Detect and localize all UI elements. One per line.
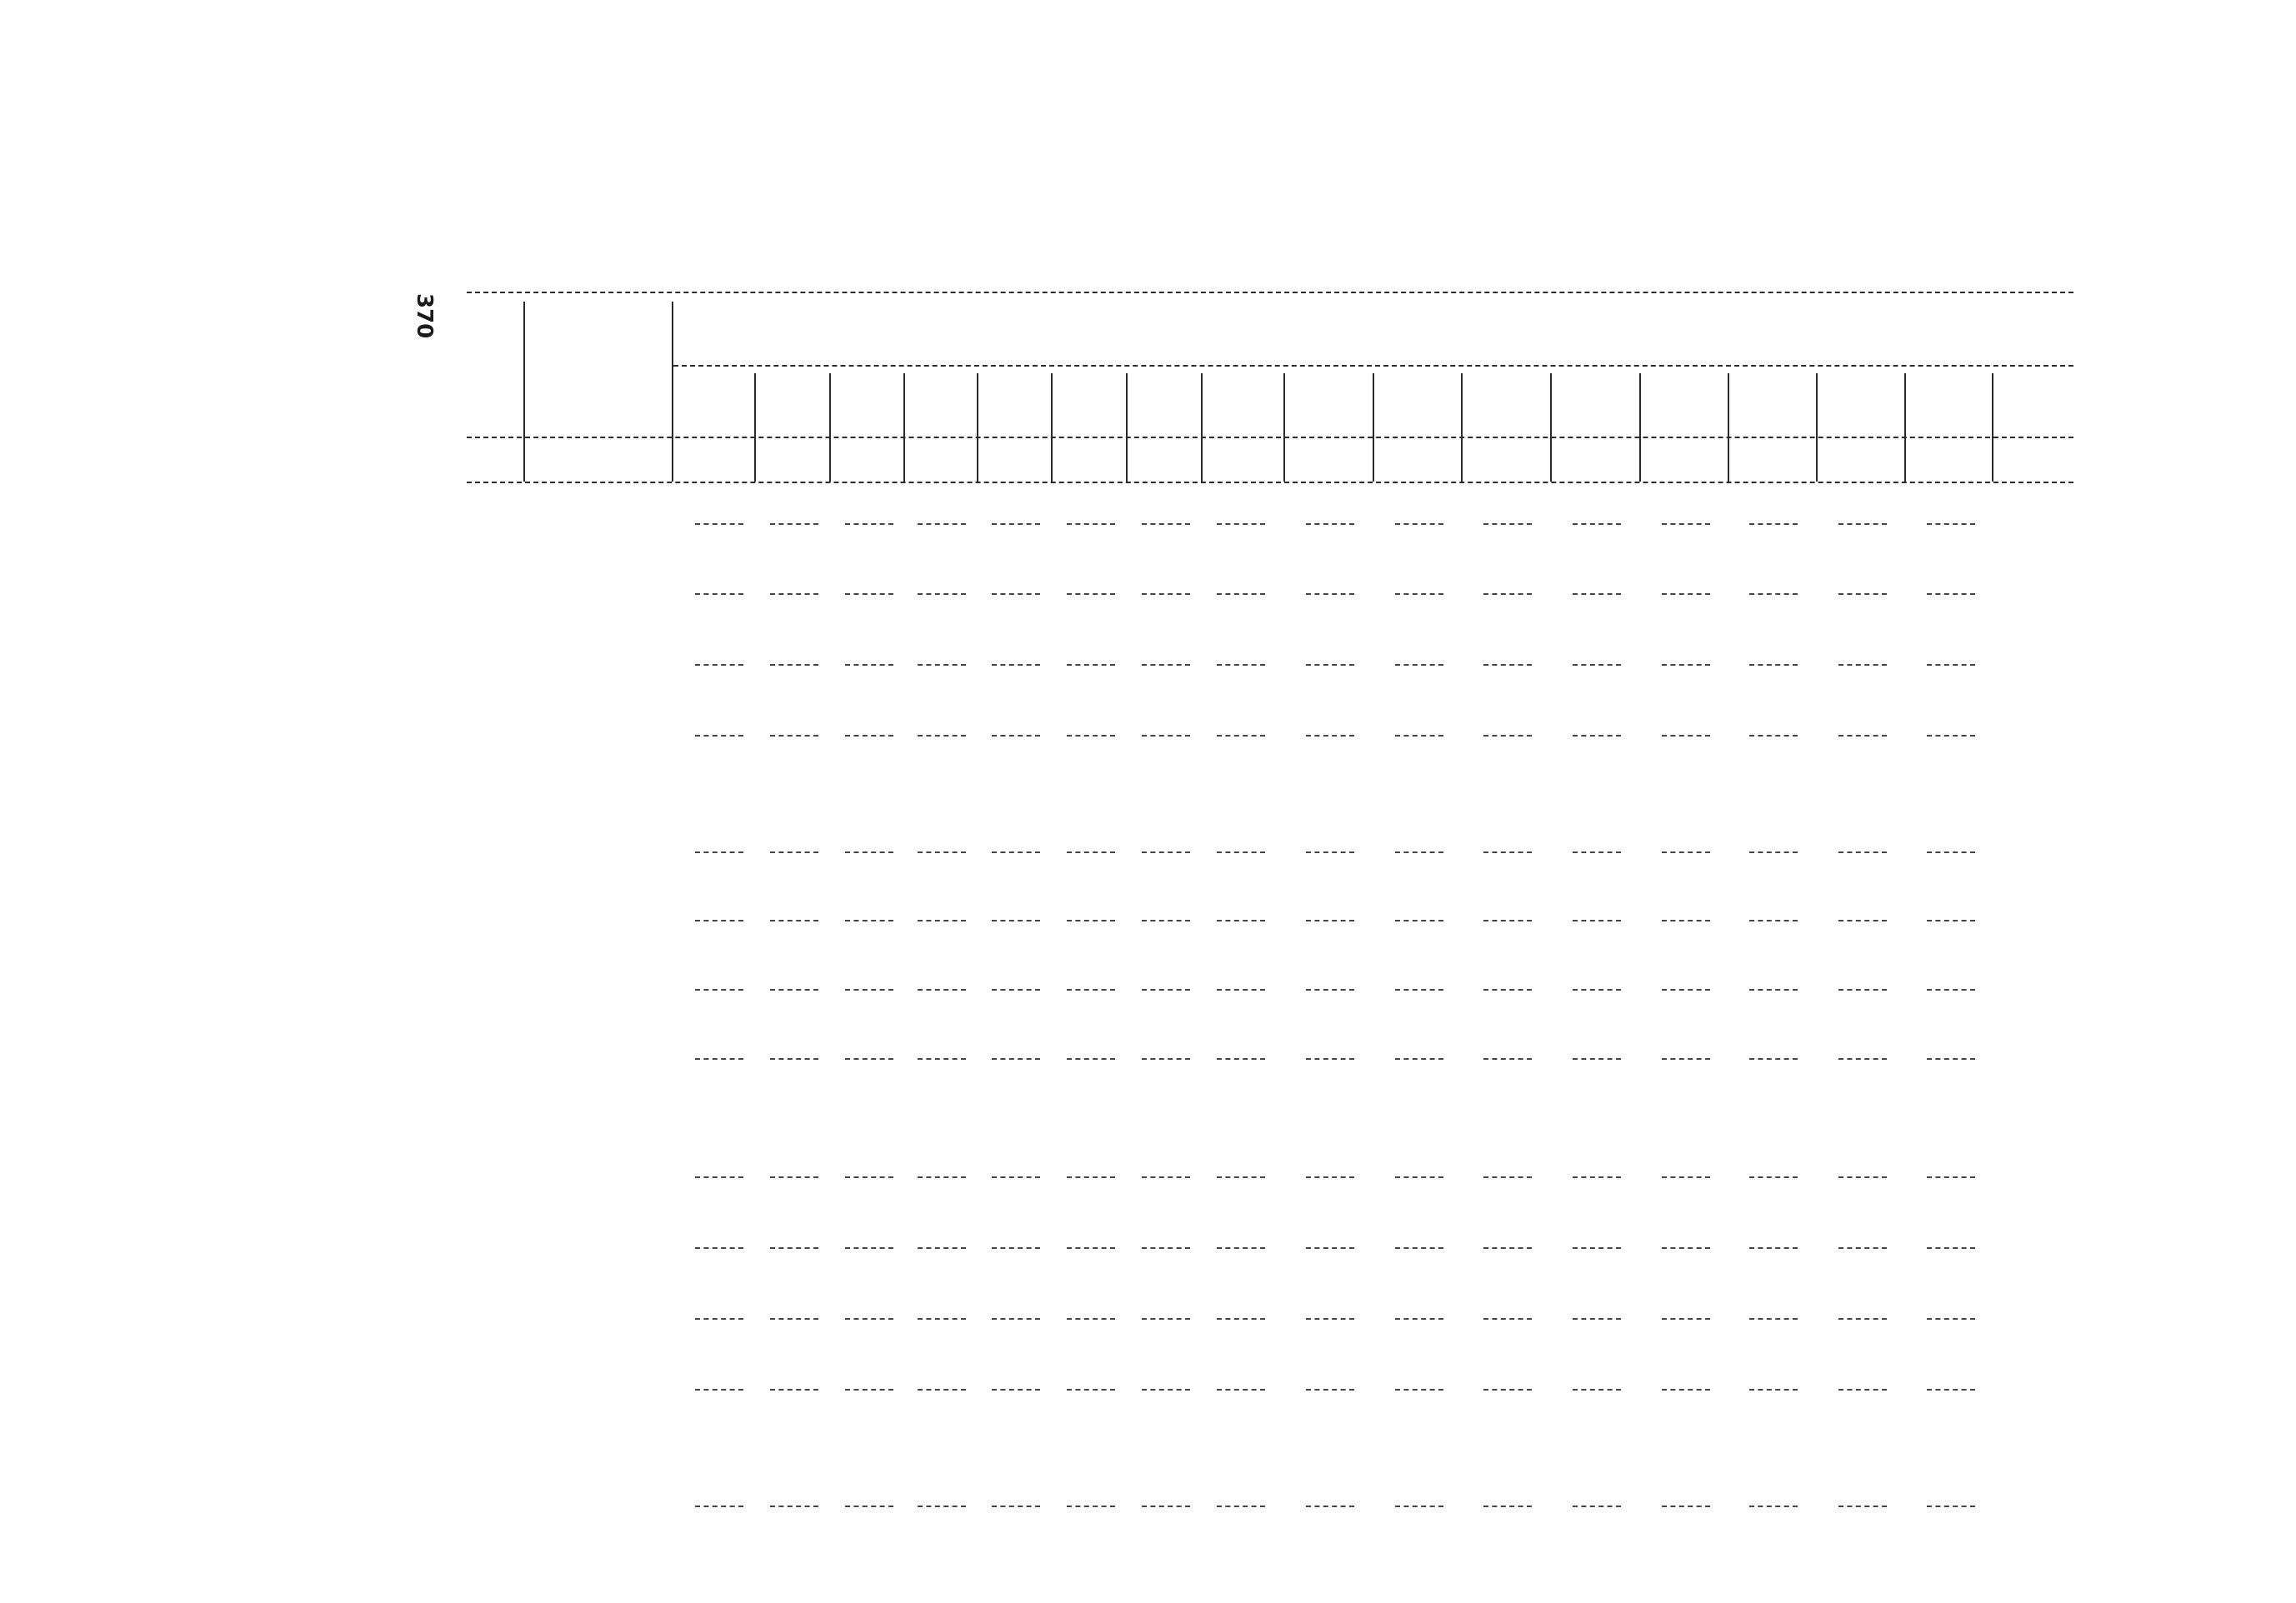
fraction-bar [695,1176,743,1178]
fraction-bar [1067,1058,1115,1060]
fraction-bar [992,1247,1040,1249]
fraction-bar [992,1506,1040,1507]
fraction-bar [992,1176,1040,1178]
fraction-bar [770,851,818,853]
fraction-bar [1749,523,1798,525]
fraction-bar [1838,1506,1887,1507]
fraction-bar [1838,593,1887,595]
fraction-bar [1749,593,1798,595]
fraction-bar [918,735,966,737]
fraction-bar [1662,1247,1710,1249]
fraction-bar [1838,735,1887,737]
fraction-bar [1838,664,1887,666]
fraction-bar [1067,851,1115,853]
column-separator [1126,373,1128,482]
fraction-bar [1395,1247,1443,1249]
fraction-bar [1067,523,1115,525]
column-separator [1992,373,1993,482]
fraction-bar [1067,989,1115,991]
fraction-bar [1306,920,1354,921]
fraction-bar [1749,851,1798,853]
fraction-bar [845,1247,893,1249]
fraction-bar [695,989,743,991]
fraction-bar [1749,735,1798,737]
fraction-bar [1838,1318,1887,1320]
fraction-bar [695,523,743,525]
fraction-bar [918,1389,966,1391]
fraction-bar [770,989,818,991]
fraction-bar [1573,735,1621,737]
column-separator [754,373,756,482]
fraction-bar [695,735,743,737]
fraction-bar [1483,920,1532,921]
fraction-bar [1927,851,1975,853]
fraction-bar [1395,1176,1443,1178]
header-group-rule [673,365,2073,367]
column-separator [1639,373,1641,482]
fraction-bar [918,989,966,991]
fraction-bar [845,1176,893,1178]
fraction-bar [1067,735,1115,737]
fraction-bar [845,735,893,737]
fraction-bar [918,1318,966,1320]
fraction-bar [1067,1506,1115,1507]
fraction-bar [1838,920,1887,921]
fraction-bar [845,664,893,666]
fraction-bar [770,1506,818,1507]
fraction-bar [1483,1318,1532,1320]
fraction-bar [992,664,1040,666]
fraction-bar [1483,1247,1532,1249]
column-separator [977,373,978,482]
fraction-bar [1306,1058,1354,1060]
header-bottom-rule [467,482,2073,483]
fraction-bar [1927,593,1975,595]
fraction-bar [1483,1506,1532,1507]
fraction-bar [1662,1506,1710,1507]
fraction-bar [1142,851,1190,853]
fraction-bar [1573,851,1621,853]
fraction-bar [1142,1506,1190,1507]
column-separator [523,302,525,482]
column-separator [829,373,831,482]
fraction-bar [992,735,1040,737]
fraction-bar [1573,1506,1621,1507]
fraction-bar [1142,1176,1190,1178]
fraction-bar [1217,1176,1265,1178]
column-separator [1283,373,1285,482]
fraction-bar [845,1058,893,1060]
fraction-bar [992,1058,1040,1060]
fraction-bar [1483,989,1532,991]
fraction-bar [992,593,1040,595]
fraction-bar [770,1058,818,1060]
fraction-bar [1838,989,1887,991]
fraction-bar [1573,523,1621,525]
fraction-bar [1483,1176,1532,1178]
fraction-bar [1838,851,1887,853]
fraction-bar [1217,664,1265,666]
fraction-bar [845,851,893,853]
column-separator [1816,373,1818,482]
fraction-bar [1662,851,1710,853]
fraction-bar [1142,1058,1190,1060]
fraction-bar [1927,1318,1975,1320]
fraction-bar [1395,920,1443,921]
column-separator [1904,373,1906,482]
fraction-bar [1306,1506,1354,1507]
fraction-bar [1573,989,1621,991]
fraction-bar [1306,851,1354,853]
column-separator [1201,373,1203,482]
table-top-rule [467,292,2073,293]
fraction-bar [1306,1247,1354,1249]
fraction-bar [1306,1176,1354,1178]
fraction-bar [1927,1506,1975,1507]
fraction-bar [1927,523,1975,525]
fraction-bar [770,920,818,921]
fraction-bar [695,851,743,853]
column-separator [1728,373,1729,482]
column-separator [1051,373,1053,482]
fraction-bar [695,664,743,666]
fraction-bar [1142,593,1190,595]
fraction-bar [992,920,1040,921]
column-separator [672,302,673,482]
fraction-bar [1838,523,1887,525]
fraction-bar [1573,664,1621,666]
fraction-bar [1306,1318,1354,1320]
fraction-bar [1395,1389,1443,1391]
fraction-bar [1142,735,1190,737]
fraction-bar [1142,989,1190,991]
fraction-bar [695,1247,743,1249]
header-index-rule [467,437,2073,438]
fraction-bar [1662,989,1710,991]
fraction-bar [992,1389,1040,1391]
fraction-bar [918,1176,966,1178]
fraction-bar [918,1058,966,1060]
fraction-bar [1217,593,1265,595]
fraction-bar [770,1389,818,1391]
fraction-bar [918,920,966,921]
fraction-bar [845,1506,893,1507]
fraction-bar [1927,664,1975,666]
fraction-bar [1749,664,1798,666]
fraction-bar [1927,989,1975,991]
fraction-bar [1749,1389,1798,1391]
fraction-bar [1927,1176,1975,1178]
fraction-bar [1067,920,1115,921]
column-separator [1373,373,1374,482]
fraction-bar [1306,593,1354,595]
fraction-bar [1838,1247,1887,1249]
fraction-bar [845,593,893,595]
fraction-bar [770,664,818,666]
fraction-bar [1217,523,1265,525]
fraction-bar [1483,735,1532,737]
fraction-bar [1662,920,1710,921]
fraction-bar [1662,523,1710,525]
fraction-bar [770,1176,818,1178]
fraction-bar [1483,523,1532,525]
fraction-bar [1927,735,1975,737]
fraction-bar [1217,1389,1265,1391]
fraction-bar [1573,920,1621,921]
fraction-bar [770,735,818,737]
fraction-bar [1573,593,1621,595]
fraction-bar [1749,989,1798,991]
fraction-bar [1662,735,1710,737]
fraction-bar [1067,664,1115,666]
fraction-bar [1217,1058,1265,1060]
fraction-bar [1306,989,1354,991]
fraction-bar [845,989,893,991]
fraction-bar [918,523,966,525]
column-separator [1550,373,1552,482]
fraction-bar [1142,664,1190,666]
fraction-bar [1067,1176,1115,1178]
fraction-bar [695,920,743,921]
fraction-bar [1838,1058,1887,1060]
fraction-bar [1749,1247,1798,1249]
fraction-bar [1217,920,1265,921]
fraction-bar [1142,523,1190,525]
fraction-bar [1395,851,1443,853]
fraction-bar [1927,1058,1975,1060]
fraction-bar [845,920,893,921]
page-number: 370 [412,293,437,339]
fraction-bar [1395,1506,1443,1507]
fraction-bar [770,1247,818,1249]
fraction-bar [1395,1318,1443,1320]
fraction-bar [1067,1247,1115,1249]
fraction-bar [992,851,1040,853]
fraction-bar [918,593,966,595]
fraction-bar [1306,664,1354,666]
fraction-bar [1483,851,1532,853]
fraction-bar [695,593,743,595]
fraction-bar [1749,1506,1798,1507]
fraction-bar [770,593,818,595]
fraction-bar [1749,1058,1798,1060]
fraction-bar [1395,523,1443,525]
fraction-bar [1749,1318,1798,1320]
fraction-bar [1927,1247,1975,1249]
fraction-bar [695,1058,743,1060]
fraction-bar [1395,735,1443,737]
fraction-bar [1838,1389,1887,1391]
fraction-bar [1573,1389,1621,1391]
fraction-bar [1573,1176,1621,1178]
fraction-bar [1306,1389,1354,1391]
fraction-bar [695,1318,743,1320]
fraction-bar [1573,1318,1621,1320]
fraction-bar [918,851,966,853]
fraction-bar [1573,1247,1621,1249]
fraction-bar [1217,851,1265,853]
fraction-bar [918,1506,966,1507]
fraction-bar [1217,1506,1265,1507]
fraction-bar [1067,1318,1115,1320]
fraction-bar [1662,1176,1710,1178]
fraction-bar [1142,1389,1190,1391]
fraction-bar [1395,664,1443,666]
fraction-bar [1142,1318,1190,1320]
fraction-bar [845,523,893,525]
fraction-bar [918,1247,966,1249]
fraction-bar [1067,593,1115,595]
fraction-bar [1483,1058,1532,1060]
fraction-bar [1573,1058,1621,1060]
fraction-bar [992,523,1040,525]
fraction-bar [1306,523,1354,525]
fraction-bar [1662,1058,1710,1060]
fraction-bar [695,1506,743,1507]
fraction-bar [770,523,818,525]
fraction-bar [1662,593,1710,595]
fraction-bar [1395,593,1443,595]
fraction-bar [1306,735,1354,737]
fraction-bar [1217,989,1265,991]
fraction-bar [1395,989,1443,991]
fraction-bar [1142,920,1190,921]
fraction-bar [695,1389,743,1391]
fraction-bar [992,1318,1040,1320]
column-separator [1461,373,1463,482]
fraction-bar [918,664,966,666]
fraction-bar [845,1318,893,1320]
fraction-bar [1749,920,1798,921]
fraction-bar [1662,664,1710,666]
fraction-bar [1927,920,1975,921]
fraction-bar [1217,1318,1265,1320]
fraction-bar [845,1389,893,1391]
fraction-bar [1662,1389,1710,1391]
fraction-bar [1395,1058,1443,1060]
fraction-bar [1217,735,1265,737]
fraction-bar [1483,1389,1532,1391]
fraction-bar [1927,1389,1975,1391]
fraction-bar [1483,593,1532,595]
fraction-bar [1838,1176,1887,1178]
fraction-bar [1142,1247,1190,1249]
fraction-bar [770,1318,818,1320]
fraction-bar [1217,1247,1265,1249]
fraction-bar [1067,1389,1115,1391]
fraction-bar [992,989,1040,991]
fraction-bar [1662,1318,1710,1320]
column-separator [903,373,905,482]
fraction-bar [1749,1176,1798,1178]
fraction-bar [1483,664,1532,666]
